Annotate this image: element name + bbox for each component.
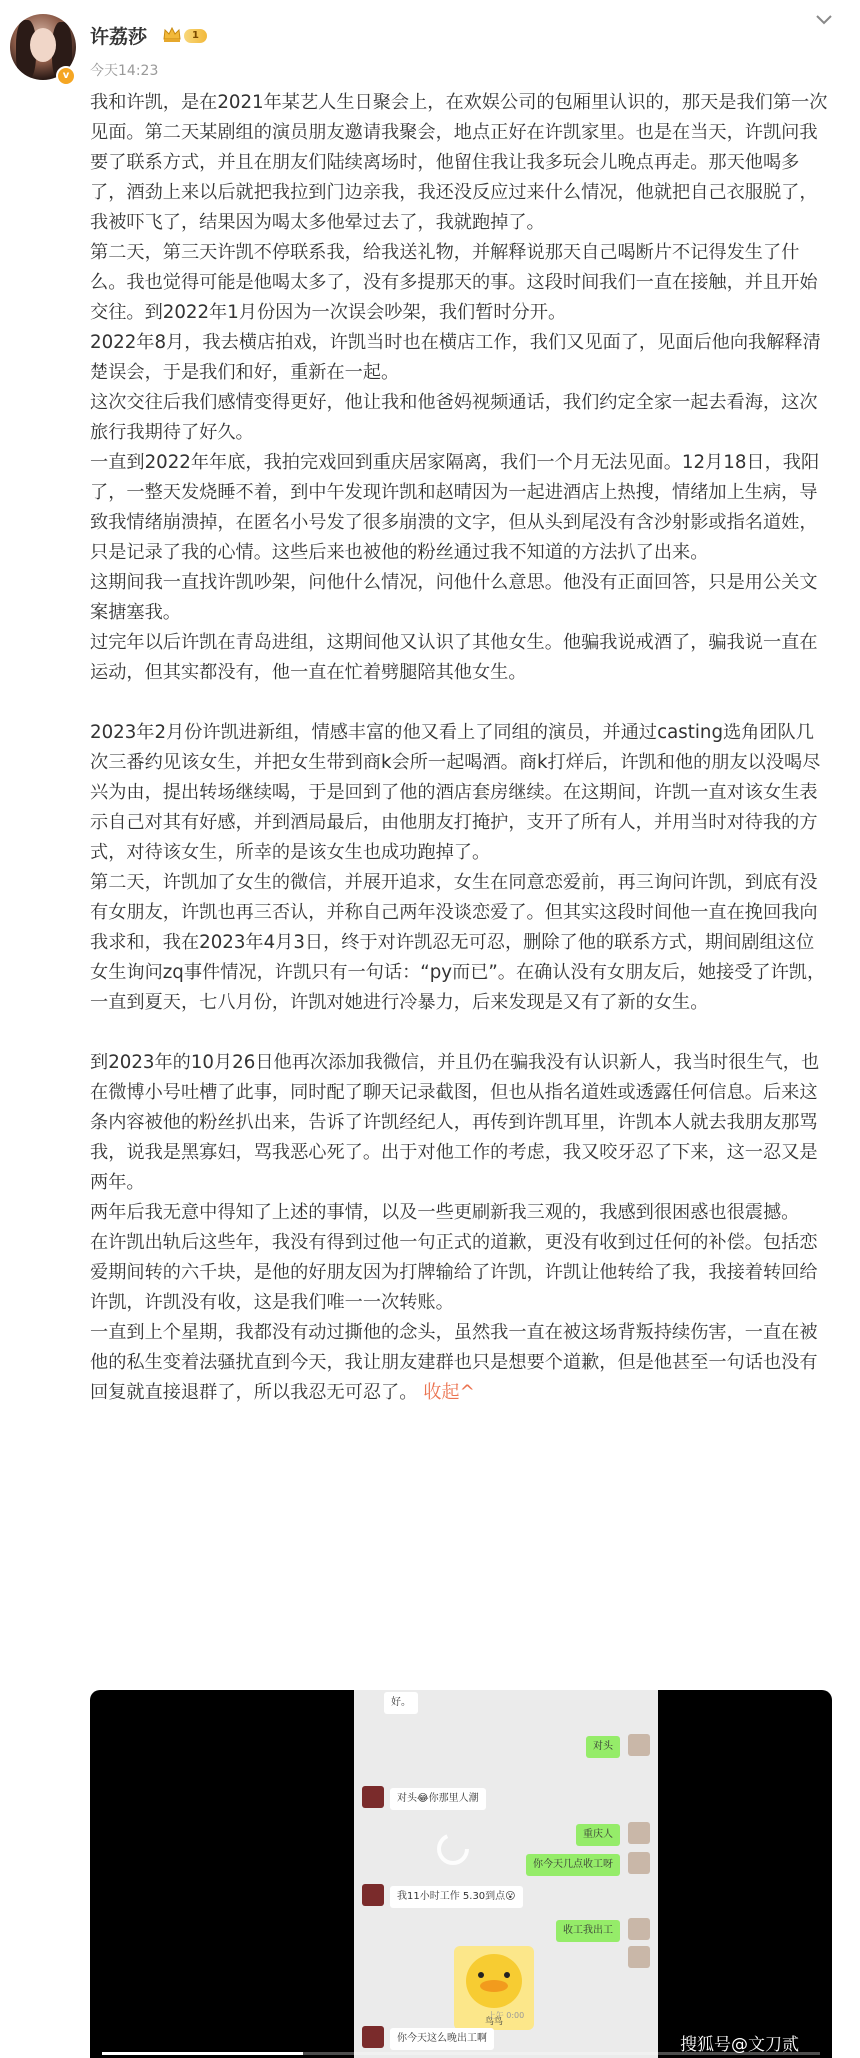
chevron-down-icon[interactable] [812,8,836,32]
watermark: 搜狐号@文刀贰 [680,2035,799,2055]
avatar [362,1786,384,1808]
post-paragraph: 第二天，第三天许凯不停联系我，给我送礼物，并解释说那天自己喝断片不记得发生了什么。我也觉得可能是他喝太多了，没有多提那天的事。这段时间我们一直在接触，并且开始交往。到2022年1月份因为一次误会吵架，我们暂时分开。 [90,242,818,323]
post-paragraph-text: 一直到上个星期，我都没有动过撕他的念头，虽然我一直在被这场背叛持续伤害，一直在被他的私生变着法骚扰直到今天，我让朋友建群也只是想要个道歉，但是他甚至一句话也没有回复就直接退群了，所以我忍无可忍了。 [90,1322,818,1403]
chat-message: 我11小时工作 5.30到点😮 [354,1884,658,1912]
avatar [628,1852,650,1874]
avatar [628,1822,650,1844]
chat-screenshot [354,1690,658,2058]
avatar [362,2026,384,2048]
chat-message: 好。 [354,1690,658,1720]
post-paragraph: 2023年2月份许凯进新组，情感丰富的他又看上了同组的演员，并通过casting选角团队几次三番约见该女生，并把女生带到商k会所一起喝酒。商k打烊后，许凯和他的朋友以没喝尽兴为由，提出转场继续喝，于是回到了他的酒店套房继续。在这期间，许凯一直对该女生表示自己对其有好感，并到酒局最后，由他朋友打掩护，支开了所有人，并用当时对待我的方式，对待该女生，所幸的是该女生也成功跑掉了。 [90,722,821,863]
chat-message: 重庆人 [354,1822,658,1850]
loading-spinner-icon [434,1830,472,1868]
username[interactable]: 许荔莎 [90,26,148,48]
post-paragraph: 第二天，许凯加了女生的微信，并展开追求，女生在同意恋爱前，再三询问许凯，到底有没有女朋友，许凯也再三否认，并称自己两年没谈恋爱了。但其实这段时间他一直在挽回我向我求和，我在2023年4月3日，终于对许凯忍无可忍，删除了他的联系方式，期间剧组这位女生询问zq事件情况，许凯只有一句话：“py而已”。在确认没有女朋友后，她接受了许凯，一直到夏天，七八月份，许凯对她进行冷暴力，后来发现是又有了新的女生。 [90,872,826,1013]
crown-icon [162,24,182,44]
post-paragraph: 在许凯出轨后这些年，我没有得到过他一句正式的道歉，更没有收到过任何的补偿。包括恋爱期间转的六千块，是他的好朋友因为打牌输给了许凯，许凯让他转给了我，我接着转回给许凯，许凯没有收，这是我们唯一一次转账。 [90,1232,818,1313]
post-body [90,88,828,1408]
video-player[interactable] [90,1690,832,2058]
post-paragraph: 过完年以后许凯在青岛进组，这期间他又认识了其他女生。他骗我说戒酒了，骗我说一直在运动，但其实都没有，他一直在忙着劈腿陪其他女生。 [90,632,818,683]
post-timestamp[interactable]: 今天14:23 [90,63,159,79]
chat-message: 对头😂你那里人潮 [354,1786,658,1816]
level-badge: 1 [184,29,207,43]
avatar [362,1884,384,1906]
post-paragraph: 一直到2022年年底，我拍完戏回到重庆居家隔离，我们一个月无法见面。12月18日，我阳了，一整天发烧睡不着，到中午发现许凯和赵晴因为一起进酒店上热搜，情绪加上生病，导致我情绪崩溃掉，在匿名小号发了很多崩溃的文字，但从头到尾没有含沙射影或指名道姓，只是记录了我的心情。这些后来也被他的粉丝通过我不知道的方法扒了出来。 [90,452,820,563]
post-paragraph: 2022年8月，我去横店拍戏，许凯当时也在横店工作，我们又见面了，见面后他向我解释清楚误会，于是我们和好，重新在一起。 [90,332,821,383]
post-paragraph: 这次交往后我们感情变得更好，他让我和他爸妈视频通话，我们约定全家一起去看海，这次旅行我期待了好久。 [90,392,818,443]
chat-message: 你今天几点收工呀 [354,1852,658,1880]
duck-sticker: 鸟鸟 [454,1946,534,2030]
collapse-link[interactable]: 收起^ [423,1382,475,1403]
post-paragraph: 我和许凯，是在2021年某艺人生日聚会上，在欢娱公司的包厢里认识的，那天是我们第一次见面。第二天某剧组的演员朋友邀请我聚会，地点正好在许凯家里。也是在当天，许凯问我要了联系方式，并且在朋友们陆续离场时，他留住我让我多玩会儿晚点再走。那天他喝多了，酒劲上来以后就把我拉到门边亲我，我还没反应过来什么情况，他就把自己衣服脱了，我被吓飞了，结果因为喝太多他晕过去了，我就跑掉了。 [90,92,828,233]
avatar [628,1734,650,1756]
post-paragraph: 两年后我无意中得知了上述的事情，以及一些更刷新我三观的，我感到很困惑也很震撼。 [90,1202,800,1223]
chat-time-divider: 上午 0:00 [487,2011,525,2020]
post-paragraph-last [90,1318,828,1408]
post-paragraph: 这期间我一直找许凯吵架，问他什么情况，问他什么意思。他没有正面回答，只是用公关文案搪塞我。 [90,572,818,623]
avatar [628,1918,650,1940]
chat-message: 对头 [354,1734,658,1764]
post-paragraph: 到2023年的10月26日他再次添加我微信，并且仍在骗我没有认识新人，我当时很生气，也在微博小号吐槽了此事，同时配了聊天记录截图，但也从指名道姓或透露任何信息。后来这条内容被他的粉丝扒出来，告诉了许凯经纪人，再传到许凯耳里，许凯本人就去我朋友那骂我，说我是黑寡妇，骂我恶心死了。出于对他工作的考虑，我又咬牙忍了下来，这一忍又是两年。 [90,1052,820,1193]
video-progress-fill [102,2052,303,2055]
post-header [0,0,860,80]
chat-message: 收工我出工 [354,1918,658,1946]
chat-message: 你今天这么晚出工啊 [354,2026,658,2054]
verified-badge-icon: v [56,66,76,86]
avatar [628,1946,650,1968]
